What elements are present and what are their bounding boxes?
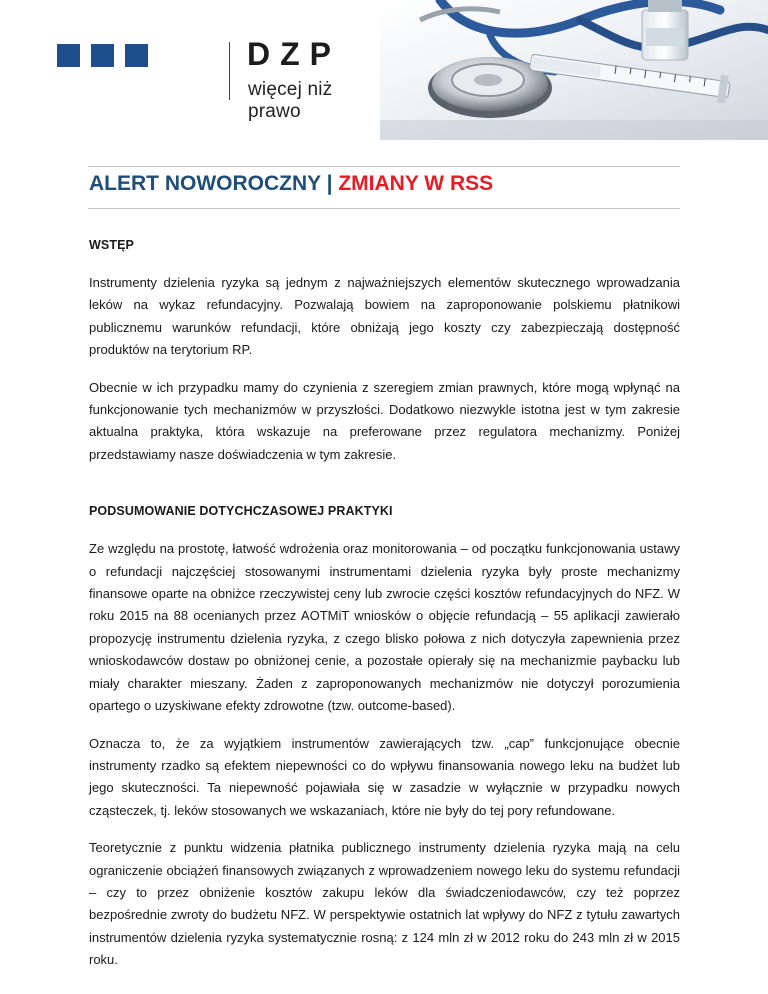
section-heading-practice: PODSUMOWANIE DOTYCHCZASOWEJ PRAKTYKI	[89, 504, 393, 519]
title-rule-bottom	[88, 208, 680, 209]
title-separator: |	[326, 172, 333, 195]
title-rule-top	[88, 166, 680, 167]
dzp-logo	[57, 36, 357, 122]
medical-hero-image	[380, 0, 768, 140]
paragraph: Instrumenty dzielenia ryzyka są jednym z najważniejszych elementów skutecznego wprowadzania leków na wykaz refundacyjny. Pozwalają bowiem na zaproponowanie polskiemu płatnikowi publicznemu warunków refundacji, które obniżają jego koszty czy zabezpieczają dostępność produktów na terytorium RP.	[89, 275, 680, 358]
title-main: ALERT NOWOROCZNY	[89, 172, 321, 195]
paragraph: Oznacza to, że za wyjątkiem instrumentów zawierających tzw. „cap” funkcjonujące obecnie instrumenty rzadko są efektem niepewności co do wpływu finansowania nowego leku na budżet lub jego skuteczności. Ta niepewność pojawiała się w zasadzie w wyłącznie w przypadku nowych cząsteczek, tj. leków stosowanych we wskazaniach, które nie były do tej pory refundowane.	[89, 735, 680, 818]
logo-brand: DZP	[247, 36, 341, 72]
title-accent: ZMIANY W RSS	[338, 172, 494, 195]
paragraph: Teoretycznie z punktu widzenia płatnika publicznego instrumenty dzielenia ryzyka mają na celu ograniczenie obciążeń finansowych związanych z wprowadzeniem nowego leku do systemu refundacji – czy to przez obniżenie kosztów zakupu leków dla świadczeniodawców, czy też poprzez bezpośrednie zwroty do budżetu NFZ. W perspektywie ostatnich lat wpływy do NFZ z tytułu zawartych instrumentów dzielenia ryzyka systematycznie rosną: z 124 mln zł w 2012 roku do 243 mln zł w 2015 roku.	[89, 840, 680, 968]
logo-square-1	[57, 44, 80, 67]
logo-divider	[229, 42, 230, 100]
paragraph: Obecnie w ich przypadku mamy do czynienia z szeregiem zmian prawnych, które mogą wpłynąć na funkcjonowanie tych mechanizmów w przyszłości. Dodatkowo niezwykle istotna jest w tym zakresie aktualna praktyka, która wskazuje na preferowane przez regulatora mechanizmy. Poniżej przedstawiamy nasze doświadczenia w tym zakresie.	[89, 379, 680, 462]
logo-square-3	[125, 44, 148, 67]
logo-square-2	[91, 44, 114, 67]
document-body	[89, 238, 680, 987]
logo-tagline: więcej niż prawo	[248, 79, 333, 122]
document-title	[89, 172, 493, 196]
paragraph: Ze względu na prostotę, łatwość wdrożenia oraz monitorowania – od początku funkcjonowania ustawy o refundacji najczęściej stosowanymi instrumentami dzielenia ryzyka były proste mechanizmy finansowe oparte na obniżce rzeczywistej ceny lub zwrocie części kosztów refundacyjnych do NFZ. W roku 2015 na 88 ocenianych przez AOTMiT wniosków o objęcie refundacją – 55 aplikacji zawierało propozycję instrumentu dzielenia ryzyka, z czego blisko połowa z nich dotyczyła zapewnienia przez wnioskodawców dostaw po obniżonej cenie, a pozostałe opierały się na mechanizmie paybacku lub miały charakter mieszany. Żaden z zaproponowanych mechanizmów nie dotyczył porozumienia opartego o uzyskiwane efekty zdrowotne (tzw. outcome-based).	[89, 541, 680, 714]
section-heading-intro: WSTĘP	[89, 238, 134, 252]
